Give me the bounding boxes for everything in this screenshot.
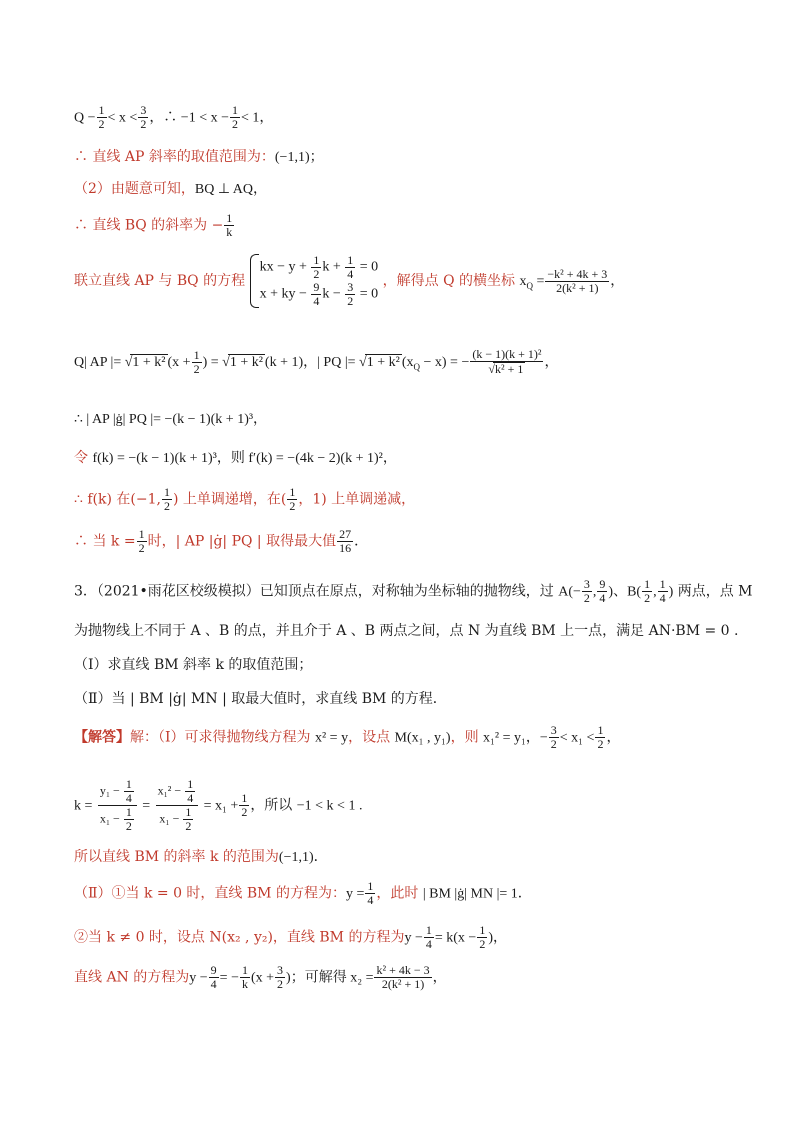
line-17 <box>74 846 328 866</box>
line-16: k = y₁ − $\frac{1}{4}$ x₁ − $\frac{1}{2}$ = x₁² − $\frac{1}{4}$ x₁ − $\frac{1}{2}$ = x₁ + $\frac{1}{2}$ ，所以 −1 < k < 1 . <box>74 777 363 833</box>
text-span: 时，| AP |ġ| PQ | 取得最大值 <box>147 533 337 550</box>
text-span: (−1,1)． <box>278 850 328 865</box>
text-span: f(k) = −(k − 1)(k + 1)³，则 f′(k) = −(4k − 2)(k + 1)²， <box>92 451 397 466</box>
line-1: Q − $\frac{1}{2}$ < x < $\frac{3}{2}$ ，∴ −1 < x − $\frac{1}{2}$ < 1， <box>74 103 274 131</box>
line-18: （Ⅱ）①当 k = 0 时，直线 BM 的方程为：y = $\frac{1}{4}$ ，此时 | BM |ġ| MN |= 1． <box>74 879 532 907</box>
text-span: ∴ 当 k = <box>74 533 136 550</box>
line-7: ∴ | AP |ġ| PQ |= −(k − 1)(k + 1)³， <box>74 412 268 427</box>
text-span: ∴ f(k) 在(−1, <box>74 491 161 508</box>
text-span: 所以直线 BM 的斜率 k 的范围为 <box>74 849 279 865</box>
line-15: 【解答】解：（Ⅰ）可求得抛物线方程为 x² = y，设点 M(x₁ , y₁)，则 x₁² = y₁，− $\frac{3}{2}$ < x₁ < $\frac{1}{2}$ ， <box>74 723 621 751</box>
line-8 <box>74 447 397 467</box>
text-span: ∴ 直线 BQ 的斜率为 − <box>74 217 224 234</box>
fraction: $\frac{1}{2}$ <box>232 103 238 131</box>
brace <box>250 254 259 308</box>
line-5: 联立直线 AP 与 BQ 的方程 kx − y + $\frac{1}{2}$ k + $\frac{1}{4}$ = 0 x + ky − $\frac{9}{4}$ k − $\frac{3}{2}$ = 0 ，解得点 Q 的横坐标 $x_Q$ = $\frac{\text{−k² + 4k + 3}}{\text{2(k² + 1)}}$ ， <box>74 253 625 308</box>
text-span: ∴ 直线 AP 斜率的取值范围为： <box>74 149 275 165</box>
line-19: ②当 k ≠ 0 时，设点 N(x₂ , y₂)，直线 BM 的方程为y − $\frac{1}{4}$ = k(x − $\frac{1}{2}$ )， <box>74 923 507 951</box>
text-span: 联立直线 AP 与 BQ 的方程 <box>74 273 246 289</box>
text-span: 直线 AN 的方程为 <box>74 969 190 986</box>
text-span: (−1,1)； <box>274 150 324 165</box>
text-span: ) 上单调递增，在( <box>172 491 287 508</box>
line-2 <box>74 146 324 166</box>
text-span: ，1) 上单调递减， <box>298 491 416 508</box>
line-9: ∴ f(k) 在(−1, $\frac{1}{2}$ ) 上单调递增，在( $\frac{1}{2}$ ，1) 上单调递减， <box>74 485 416 513</box>
text-span: 令 <box>74 450 88 466</box>
line-3 <box>74 178 267 198</box>
line-11: 3．（2021•雨花区校级模拟）已知顶点在原点，对称轴为坐标轴的抛物线，过 A(− $\frac{3}{2}$ , $\frac{9}{4}$ )、B( $\frac{1}{2}$ , $\frac{1}{4}$ ) 两点，点 M <box>74 577 753 605</box>
text-span: （2）由题意可知， <box>74 181 195 197</box>
fraction: $\frac{1}{2}$ <box>98 103 105 131</box>
line-12: 为抛物线上不同于 A 、B 的点，并且介于 A 、B 两点之间，点 N 为直线 BM 上一点，满足 AN·BM = 0 . <box>74 623 739 639</box>
text-span: BQ ⊥ AQ， <box>194 182 268 197</box>
line-20: 直线 AN 的方程为y − $\frac{9}{4}$ = − $\frac{1}{k}$ (x + $\frac{3}{2}$ )；可解得 x₂ = $\frac{\text{k² + 4k − 3}}{\text{2(k² + 1)}}$ ， <box>74 963 447 991</box>
line-10: ∴ 当 k = $\frac{1}{2}$ 时，| AP |ġ| PQ | 取得最大值 $\frac{27}{16}$ ． <box>74 527 369 555</box>
line-13: （Ⅰ）求直线 BM 斜率 k 的取值范围； <box>74 657 313 673</box>
fraction: $\frac{3}{2}$ <box>140 103 147 131</box>
fraction: $\frac{1}{k}$ <box>226 211 233 239</box>
text-span: ②当 k ≠ 0 时，设点 N(x₂ , y₂)，直线 BM 的方程为 <box>74 929 405 946</box>
line-6: Q| AP |= √1 + k² (x + $\frac{1}{2}$ ) = √1 + k² (k + 1)，| PQ |= √1 + k² $(x_Q - x)$ = − $\frac{\text{(k − 1)(k + 1)²}}{\text{√k² + 1}}$ ， <box>74 347 559 376</box>
line-4 <box>74 212 235 239</box>
answer-tag: 【解答】 <box>74 729 130 746</box>
text-span: （Ⅱ）①当 k = 0 时，直线 BM 的方程为： <box>74 885 346 902</box>
text-span: ，解得点 Q 的横坐标 <box>382 273 516 289</box>
line-14: （Ⅱ）当 | BM |ġ| MN | 取最大值时，求直线 BM 的方程． <box>74 691 447 707</box>
fraction: $\frac{\text{−k² + 4k + 3}}{\text{2(k² + 1)}}$ <box>547 266 608 295</box>
equation-system: kx − y + $\frac{1}{2}$ k + $\frac{1}{4}$ = 0 x + ky − $\frac{9}{4}$ k − $\frac{3}{2}$ = 0 <box>250 254 379 308</box>
